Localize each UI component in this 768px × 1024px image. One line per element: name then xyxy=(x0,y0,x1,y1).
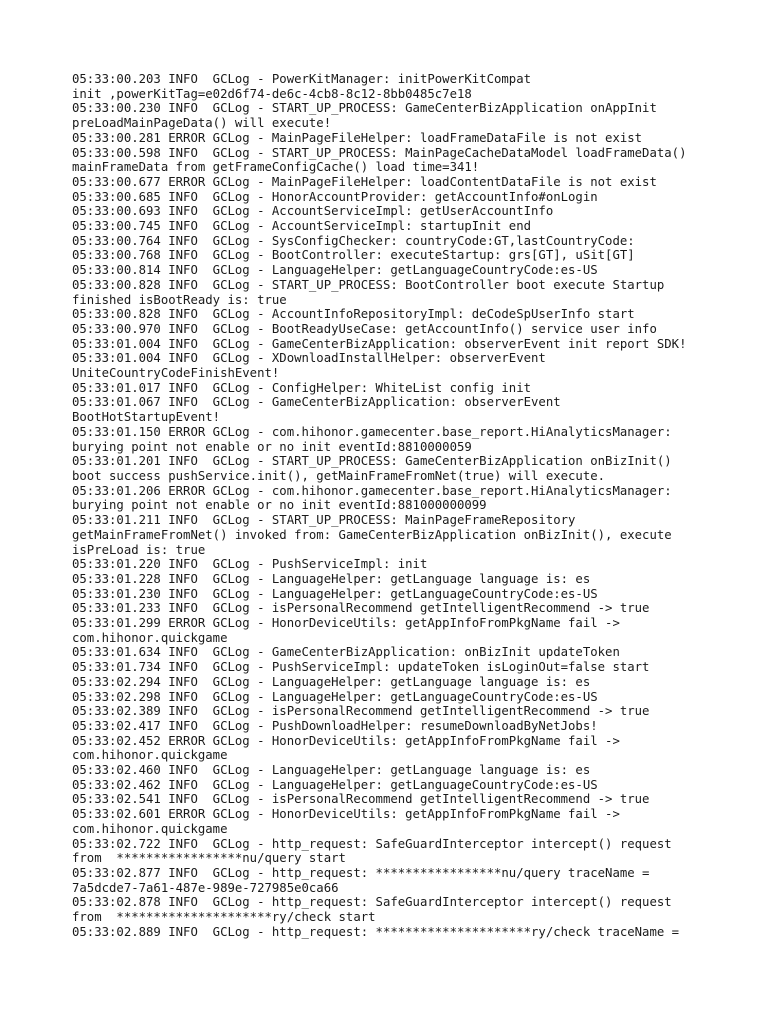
log-line: 05:33:00.677 ERROR GCLog - MainPageFileHelper: loadContentDataFile is not exist xyxy=(72,174,657,189)
log-line: preLoadMainPageData() will execute! xyxy=(72,116,332,131)
log-text-block xyxy=(72,72,712,939)
log-document xyxy=(72,72,712,939)
log-line: 05:33:00.281 ERROR GCLog - MainPageFileHelper: loadFrameDataFile is not exist xyxy=(72,130,643,145)
log-line: from *********************ry/check start xyxy=(72,910,376,925)
log-line: 05:33:02.889 INFO GCLog - http_request: *********************ry/check traceName = xyxy=(72,924,680,939)
log-line: 05:33:02.878 INFO GCLog - http_request: SafeGuardInterceptor intercept() request xyxy=(72,895,672,910)
log-line: 05:33:00.230 INFO GCLog - START_UP_PROCESS: GameCenterBizApplication onAppInit xyxy=(72,101,657,116)
log-line: 05:33:01.230 INFO GCLog - LanguageHelper: getLanguageCountryCode:es-US xyxy=(72,586,598,601)
log-line: 05:33:01.634 INFO GCLog - GameCenterBizApplication: onBizInit updateToken xyxy=(72,645,620,660)
log-line: 05:33:01.734 INFO GCLog - PushServiceImpl: updateToken isLoginOut=false start xyxy=(72,660,650,675)
log-line: 05:33:01.233 INFO GCLog - isPersonalRecommend getIntelligentRecommend -> true xyxy=(72,601,650,616)
log-line: com.hihonor.quickgame xyxy=(72,821,228,836)
log-line: 05:33:01.211 INFO GCLog - START_UP_PROCESS: MainPageFrameRepository xyxy=(72,513,576,528)
log-line: 05:33:00.764 INFO GCLog - SysConfigChecker: countryCode:GT,lastCountryCode: xyxy=(72,233,635,248)
log-line: boot success pushService.init(), getMainFrameFromNet(true) will execute. xyxy=(72,468,606,483)
log-line: 05:33:00.685 INFO GCLog - HonorAccountProvider: getAccountInfo#onLogin xyxy=(72,189,598,204)
log-line: com.hihonor.quickgame xyxy=(72,748,228,763)
log-line: 05:33:02.294 INFO GCLog - LanguageHelper: getLanguage language is: es xyxy=(72,674,591,689)
log-line: BootHotStartupEvent! xyxy=(72,410,221,425)
log-line: from *****************nu/query start xyxy=(72,851,346,866)
log-line: 05:33:00.828 INFO GCLog - START_UP_PROCESS: BootController boot execute Startup xyxy=(72,277,665,292)
log-line: 7a5dcde7-7a61-487e-989e-727985e0ca66 xyxy=(72,880,339,895)
log-line: init ,powerKitTag=e02d6f74-de6c-4cb8-8c12-8bb0485c7e18 xyxy=(72,86,472,101)
log-line: 05:33:02.462 INFO GCLog - LanguageHelper: getLanguageCountryCode:es-US xyxy=(72,777,598,792)
log-line: UniteCountryCodeFinishEvent! xyxy=(72,366,280,381)
log-line: 05:33:00.814 INFO GCLog - LanguageHelper: getLanguageCountryCode:es-US xyxy=(72,263,598,278)
log-line: 05:33:01.067 INFO GCLog - GameCenterBizApplication: observerEvent xyxy=(72,395,561,410)
log-line: 05:33:01.004 INFO GCLog - XDownloadInstallHelper: observerEvent xyxy=(72,351,546,366)
log-line: 05:33:02.417 INFO GCLog - PushDownloadHelper: resumeDownloadByNetJobs! xyxy=(72,718,598,733)
log-line: 05:33:00.203 INFO GCLog - PowerKitManager: initPowerKitCompat xyxy=(72,72,532,86)
log-line: 05:33:02.452 ERROR GCLog - HonorDeviceUtils: getAppInfoFromPkgName fail -> xyxy=(72,733,620,748)
log-line: 05:33:00.828 INFO GCLog - AccountInfoRepositoryImpl: deCodeSpUserInfo start xyxy=(72,307,635,322)
log-line: 05:33:02.722 INFO GCLog - http_request: SafeGuardInterceptor intercept() request xyxy=(72,836,672,851)
log-line: 05:33:01.017 INFO GCLog - ConfigHelper: WhiteList config init xyxy=(72,380,532,395)
log-line: 05:33:01.299 ERROR GCLog - HonorDeviceUtils: getAppInfoFromPkgName fail -> xyxy=(72,616,620,631)
log-line: burying point not enable or no init eventId:881000000099 xyxy=(72,498,487,513)
log-line: 05:33:02.389 INFO GCLog - isPersonalRecommend getIntelligentRecommend -> true xyxy=(72,704,650,719)
log-line: 05:33:02.601 ERROR GCLog - HonorDeviceUtils: getAppInfoFromPkgName fail -> xyxy=(72,807,620,822)
log-line: 05:33:00.693 INFO GCLog - AccountServiceImpl: getUserAccountInfo xyxy=(72,204,554,219)
log-line: finished isBootReady is: true xyxy=(72,292,287,307)
log-line: 05:33:02.298 INFO GCLog - LanguageHelper: getLanguageCountryCode:es-US xyxy=(72,689,598,704)
log-line: isPreLoad is: true xyxy=(72,542,206,557)
log-line: mainFrameData from getFrameConfigCache() load time=341! xyxy=(72,160,480,175)
log-line: 05:33:01.201 INFO GCLog - START_UP_PROCESS: GameCenterBizApplication onBizInit() xyxy=(72,454,672,469)
log-line: 05:33:00.598 INFO GCLog - START_UP_PROCESS: MainPageCacheDataModel loadFrameData() xyxy=(72,145,687,160)
log-line: burying point not enable or no init eventId:8810000059 xyxy=(72,439,472,454)
log-line: 05:33:01.206 ERROR GCLog - com.hihonor.gamecenter.base_report.HiAnalyticsManager: xyxy=(72,483,672,498)
log-line: 05:33:02.877 INFO GCLog - http_request: *****************nu/query traceName = xyxy=(72,865,650,880)
log-line: 05:33:01.004 INFO GCLog - GameCenterBizApplication: observerEvent init report SDK! xyxy=(72,336,687,351)
log-line: 05:33:01.220 INFO GCLog - PushServiceImpl: init xyxy=(72,557,428,572)
log-line: getMainFrameFromNet() invoked from: GameCenterBizApplication onBizInit(), execute xyxy=(72,527,672,542)
log-line: com.hihonor.quickgame xyxy=(72,630,228,645)
log-line: 05:33:01.228 INFO GCLog - LanguageHelper: getLanguage language is: es xyxy=(72,571,591,586)
log-line: 05:33:00.970 INFO GCLog - BootReadyUseCase: getAccountInfo() service user info xyxy=(72,321,657,336)
log-line: 05:33:02.541 INFO GCLog - isPersonalRecommend getIntelligentRecommend -> true xyxy=(72,792,650,807)
log-line: 05:33:01.150 ERROR GCLog - com.hihonor.gamecenter.base_report.HiAnalyticsManager: xyxy=(72,424,672,439)
log-line: 05:33:00.745 INFO GCLog - AccountServiceImpl: startupInit end xyxy=(72,219,532,234)
log-line: 05:33:02.460 INFO GCLog - LanguageHelper: getLanguage language is: es xyxy=(72,763,591,778)
log-line: 05:33:00.768 INFO GCLog - BootController: executeStartup: grs[GT], uSit[GT] xyxy=(72,248,635,263)
